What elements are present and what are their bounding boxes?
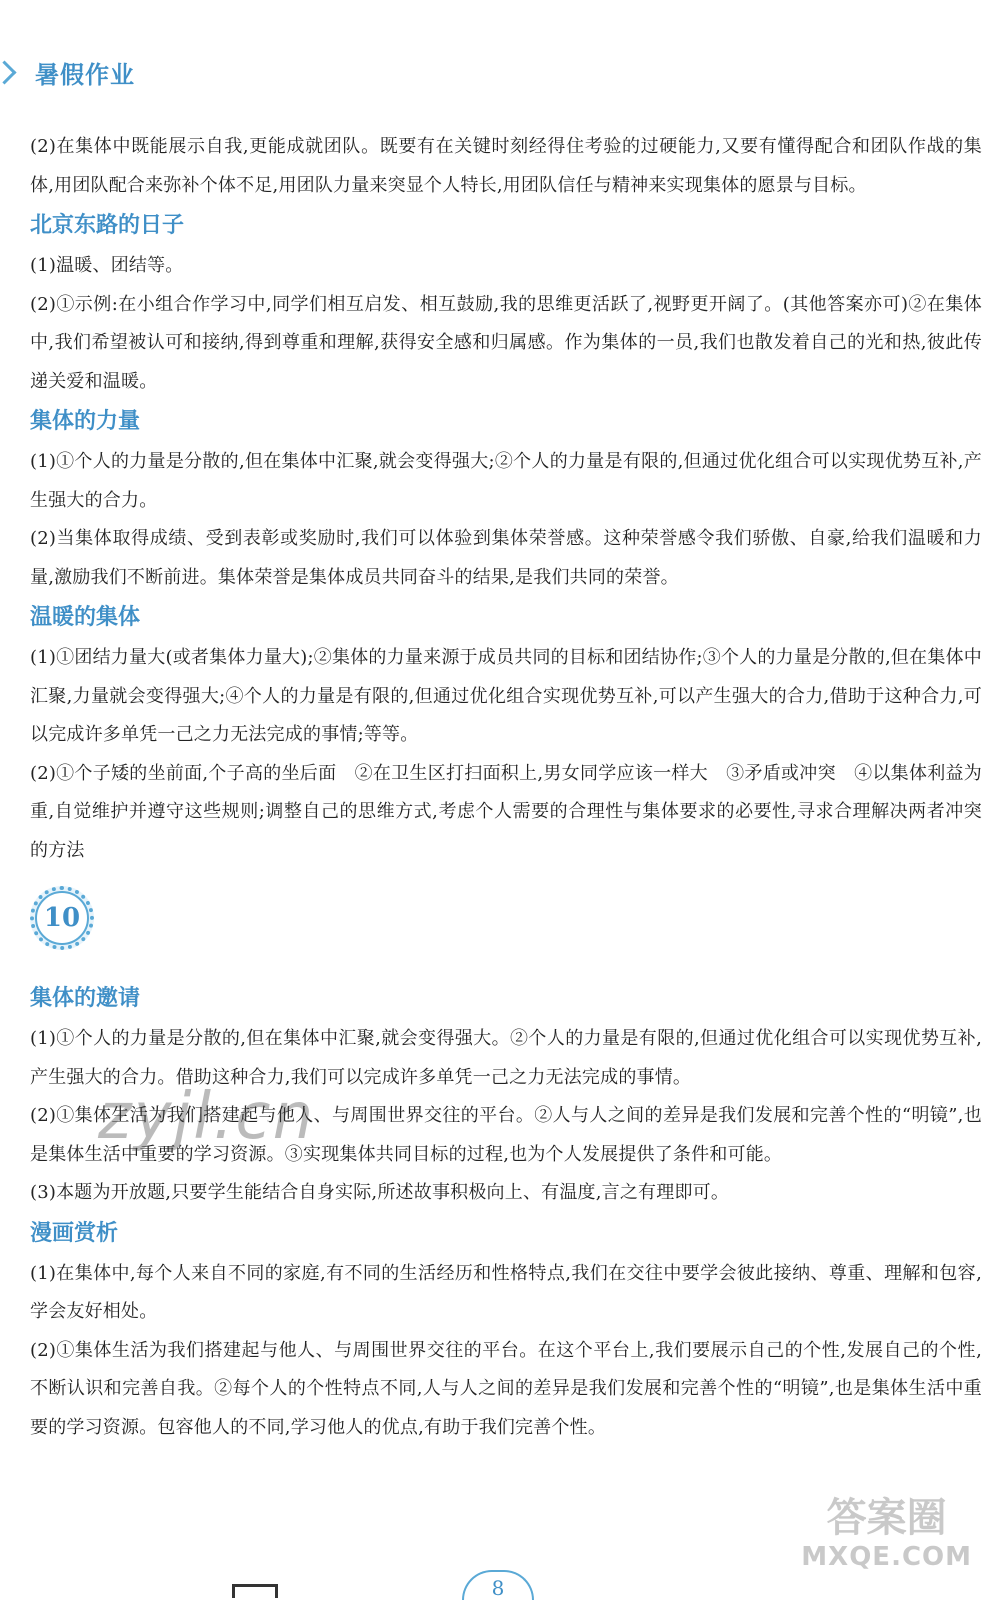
section-title-beijing-road: 北京东路的日子 <box>30 213 185 238</box>
lesson-badge-container <box>30 878 982 978</box>
section-title-collective-power: 集体的力量 <box>30 409 141 434</box>
paragraph: (1)①团结力量大(或者集体力量大);②集体的力量来源于成员共同的目标和团结协作;③个人的力量是分散的,但在集体中汇聚,力量就会变得强大;④个人的力量是有限的,但通过优化组合实现优势互补,可以产生强大的合力,借助于这种合力,可以完成许多单凭一己之力无法完成的事情;等等。 <box>30 647 982 745</box>
answer-content <box>30 128 982 1447</box>
lesson-number: 10 <box>35 891 89 945</box>
paragraph: (3)本题为开放题,只要学生能结合自身实际,所述故事积极向上、有温度,言之有理即可。 <box>30 1182 730 1203</box>
header-title: 暑假作业 <box>35 60 135 89</box>
paragraph: (2)当集体取得成绩、受到表彰或奖励时,我们可以体验到集体荣誉感。这种荣誉感令我们骄傲、自豪,给我们温暖和力量,激励我们不断前进。集体荣誉是集体成员共同奋斗的结果,是我们共同的荣誉。 <box>30 528 982 588</box>
section-title-warm-collective: 温暖的集体 <box>30 605 141 630</box>
paragraph: (2)①示例:在小组合作学习中,同学们相互启发、相互鼓励,我的思维更活跃了,视野更开阔了。(其他答案亦可)②在集体中,我们希望被认可和接纳,得到尊重和理解,获得安全感和归属感。作为集体的一员,我们也散发着自己的光和热,彼此传递关爱和温暖。 <box>30 293 982 392</box>
corner-logo-text: 答案圈 <box>826 1495 947 1541</box>
corner-logo-url: MXQE.COM <box>801 1542 972 1572</box>
paragraph: (1)①个人的力量是分散的,但在集体中汇聚,就会变得强大。②个人的力量是有限的,但通过优化组合可以实现优势互补,产生强大的合力。借助这种合力,我们可以完成许多单凭一己之力无法完成的事情。 <box>30 1028 982 1088</box>
intro-paragraph: (2)在集体中既能展示自我,更能成就团队。既要有在关键时刻经得住考验的过硬能力,又要有懂得配合和团队作战的集体,用团队配合来弥补个体不足,用团队力量来突显个人特长,用团队信任与精神来实现集体的愿景与目标。 <box>30 136 982 196</box>
corner-watermark-logo <box>801 1495 972 1572</box>
lesson-number-badge <box>30 886 94 950</box>
page-number: 8 <box>462 1570 534 1600</box>
section-title-invitation: 集体的邀请 <box>30 986 141 1011</box>
paragraph: (1)在集体中,每个人来自不同的家庭,有不同的生活经历和性格特点,我们在交往中要学会彼此接纳、尊重、理解和包容,学会友好相处。 <box>30 1262 982 1322</box>
paragraph: (2)①集体生活为我们搭建起与他人、与周围世界交往的平台。在这个平台上,我们要展示自己的个性,发展自己的个性,不断认识和完善自我。②每个人的个性特点不同,人与人之间的差异是我们发展和完善个性的“明镜”,也是集体生活中重要的学习资源。包容他人的不同,学习他人的优点,有助于我们完善个性。 <box>30 1339 982 1438</box>
paragraph: (1)温暖、团结等。 <box>30 255 184 276</box>
footer-decoration <box>232 1584 278 1598</box>
paragraph: (2)①个子矮的坐前面,个子高的坐后面 ②在卫生区打扫面积上,男女同学应该一样大 ③矛盾或冲突 ④以集体利益为重,自觉维护并遵守这些规则;调整自己的思维方式,考虑个人需要的合理性与集体要求的必要性,寻求合理解决两者冲突的方法 <box>30 762 982 861</box>
paragraph: (1)①个人的力量是分散的,但在集体中汇聚,就会变得强大;②个人的力量是有限的,但通过优化组合可以实现优势互补,产生强大的合力。 <box>30 451 982 511</box>
watermark: zyjl.cn <box>98 1080 316 1154</box>
page-header <box>0 52 135 92</box>
paragraph: (2)①集体生活为我们搭建起与他人、与周围世界交往的平台。②人与人之间的差异是我们发展和完善个性的“明镜”,也是集体生活中重要的学习资源。③实现集体共同目标的过程,也为个人发展提供了条件和可能。 <box>30 1105 982 1165</box>
chevron-right-icon <box>0 60 17 84</box>
section-title-comic-analysis: 漫画赏析 <box>30 1220 119 1246</box>
